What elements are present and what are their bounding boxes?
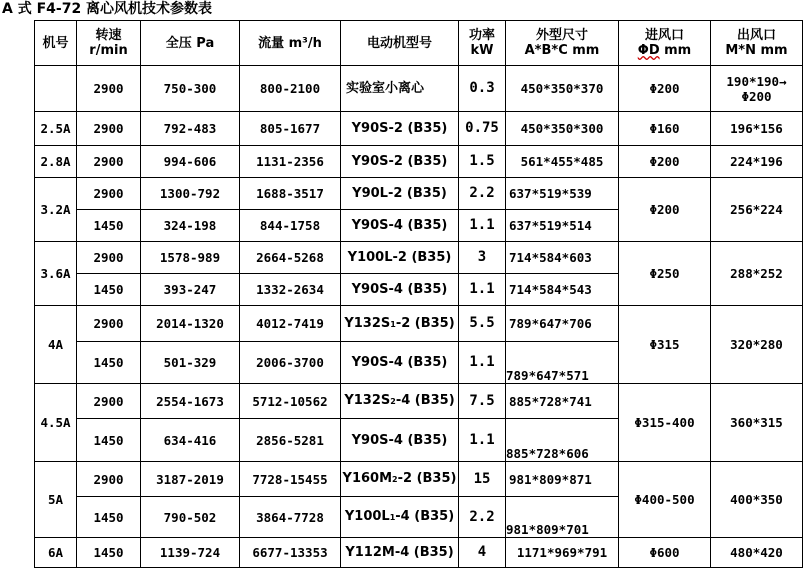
- cell-model: 2.5A: [35, 112, 77, 146]
- cell-inlet: Φ400-500: [619, 462, 711, 538]
- cell-dims: 450*350*370: [506, 66, 619, 112]
- cell-motor: Y90S-2 (B35): [341, 146, 459, 178]
- cell-model: 6A: [35, 538, 77, 568]
- cell-flow: 5712-10562: [240, 384, 341, 419]
- cell-pressure: 324-198: [141, 210, 240, 242]
- cell-inlet: Φ315: [619, 306, 711, 384]
- cell-power: 0.3: [459, 66, 506, 112]
- cell-dims: 981*809*871: [506, 462, 619, 497]
- cell-outlet: 320*280: [711, 306, 803, 384]
- table-row: [35, 178, 803, 210]
- header-speed: 转速 r/min: [77, 21, 141, 66]
- cell-flow: 2006-3700: [240, 342, 341, 384]
- cell-pressure: 792-483: [141, 112, 240, 146]
- cell-pressure: 994-606: [141, 146, 240, 178]
- cell-outlet: 190*190→ Φ200: [711, 66, 803, 112]
- cell-speed: 2900: [77, 384, 141, 419]
- cell-motor: Y90S-2 (B35): [341, 112, 459, 146]
- cell-flow: 805-1677: [240, 112, 341, 146]
- cell-speed: 2900: [77, 242, 141, 274]
- cell-dims: 789*647*571: [506, 342, 619, 384]
- cell-power: 4: [459, 538, 506, 568]
- cell-outlet: 196*156: [711, 112, 803, 146]
- cell-speed: 1450: [77, 210, 141, 242]
- cell-flow: 844-1758: [240, 210, 341, 242]
- cell-model: 3.6A: [35, 242, 77, 306]
- header-power: 功率 kW: [459, 21, 506, 66]
- cell-inlet: Φ200: [619, 178, 711, 242]
- cell-power: 1.1: [459, 210, 506, 242]
- cell-flow: 2664-5268: [240, 242, 341, 274]
- header-model-no: 机号: [35, 21, 77, 66]
- cell-power: 1.1: [459, 342, 506, 384]
- cell-power: 15: [459, 462, 506, 497]
- header-outlet: 出风口 M*N mm: [711, 21, 803, 66]
- cell-outlet: 288*252: [711, 242, 803, 306]
- cell-dims: 714*584*543: [506, 274, 619, 306]
- cell-inlet: Φ600: [619, 538, 711, 568]
- cell-dims: 561*455*485: [506, 146, 619, 178]
- cell-dims: 637*519*539: [506, 178, 619, 210]
- cell-outlet: 360*315: [711, 384, 803, 462]
- cell-flow: 2856-5281: [240, 419, 341, 462]
- cell-speed: 2900: [77, 146, 141, 178]
- cell-model: 4.5A: [35, 384, 77, 462]
- cell-pressure: 393-247: [141, 274, 240, 306]
- cell-speed: 2900: [77, 112, 141, 146]
- cell-model: 5A: [35, 462, 77, 538]
- cell-motor: Y100L1-4 (B35): [341, 497, 459, 538]
- table-row: [35, 146, 803, 178]
- cell-model: [35, 66, 77, 112]
- cell-power: 1.1: [459, 419, 506, 462]
- cell-model: 4A: [35, 306, 77, 384]
- cell-outlet: 224*196: [711, 146, 803, 178]
- header-pressure: 全压 Pa: [141, 21, 240, 66]
- cell-pressure: 2014-1320: [141, 306, 240, 342]
- cell-motor: 实验室小离心: [341, 66, 459, 112]
- cell-inlet: Φ200: [619, 66, 711, 112]
- cell-pressure: 501-329: [141, 342, 240, 384]
- cell-outlet: 480*420: [711, 538, 803, 568]
- cell-pressure: 1139-724: [141, 538, 240, 568]
- cell-pressure: 634-416: [141, 419, 240, 462]
- cell-speed: 1450: [77, 419, 141, 462]
- cell-flow: 7728-15455: [240, 462, 341, 497]
- cell-inlet: Φ200: [619, 146, 711, 178]
- table-row: [35, 306, 803, 342]
- table-row: [35, 538, 803, 568]
- cell-flow: 4012-7419: [240, 306, 341, 342]
- cell-speed: 2900: [77, 462, 141, 497]
- cell-flow: 6677-13353: [240, 538, 341, 568]
- cell-pressure: 750-300: [141, 66, 240, 112]
- cell-power: 2.2: [459, 497, 506, 538]
- cell-model: 3.2A: [35, 178, 77, 242]
- cell-power: 5.5: [459, 306, 506, 342]
- cell-flow: 1131-2356: [240, 146, 341, 178]
- cell-power: 3: [459, 242, 506, 274]
- cell-power: 0.75: [459, 112, 506, 146]
- cell-pressure: 1578-989: [141, 242, 240, 274]
- cell-speed: 1450: [77, 497, 141, 538]
- cell-pressure: 2554-1673: [141, 384, 240, 419]
- cell-speed: 1450: [77, 538, 141, 568]
- cell-speed: 2900: [77, 66, 141, 112]
- cell-inlet: Φ250: [619, 242, 711, 306]
- header-row: [35, 21, 803, 66]
- fan-parameters-table: [34, 20, 803, 568]
- header-inlet: 进风口 ΦD mm: [619, 21, 711, 66]
- cell-motor: Y90S-4 (B35): [341, 419, 459, 462]
- cell-motor: Y90S-4 (B35): [341, 210, 459, 242]
- cell-pressure: 3187-2019: [141, 462, 240, 497]
- table-row: [35, 66, 803, 112]
- cell-speed: 1450: [77, 274, 141, 306]
- cell-outlet: 256*224: [711, 178, 803, 242]
- cell-speed: 1450: [77, 342, 141, 384]
- cell-flow: 1688-3517: [240, 178, 341, 210]
- cell-pressure: 1300-792: [141, 178, 240, 210]
- cell-motor: Y112M-4 (B35): [341, 538, 459, 568]
- cell-dims: 637*519*514: [506, 210, 619, 242]
- cell-motor: Y90S-4 (B35): [341, 274, 459, 306]
- cell-inlet: Φ160: [619, 112, 711, 146]
- cell-dims: 1171*969*791: [506, 538, 619, 568]
- cell-speed: 2900: [77, 306, 141, 342]
- cell-inlet: Φ315-400: [619, 384, 711, 462]
- cell-dims: 789*647*706: [506, 306, 619, 342]
- header-dims: 外型尺寸 A*B*C mm: [506, 21, 619, 66]
- cell-speed: 2900: [77, 178, 141, 210]
- cell-model: 2.8A: [35, 146, 77, 178]
- table-row: [35, 242, 803, 274]
- cell-flow: 1332-2634: [240, 274, 341, 306]
- cell-dims: 981*809*701: [506, 497, 619, 538]
- cell-flow: 800-2100: [240, 66, 341, 112]
- cell-pressure: 790-502: [141, 497, 240, 538]
- cell-motor: Y160M2-2 (B35): [341, 462, 459, 497]
- cell-power: 2.2: [459, 178, 506, 210]
- table-row: [35, 462, 803, 497]
- cell-dims: 885*728*741: [506, 384, 619, 419]
- cell-flow: 3864-7728: [240, 497, 341, 538]
- page-title: A 式 F4-72 离心风机技术参数表: [2, 1, 213, 17]
- cell-dims: 714*584*603: [506, 242, 619, 274]
- table-row: [35, 112, 803, 146]
- table-row: [35, 384, 803, 419]
- cell-motor: Y90S-4 (B35): [341, 342, 459, 384]
- cell-motor: Y132S1-2 (B35): [341, 306, 459, 342]
- cell-outlet: 400*350: [711, 462, 803, 538]
- cell-motor: Y132S2-4 (B35): [341, 384, 459, 419]
- header-flow: 流量 m³/h: [240, 21, 341, 66]
- cell-power: 7.5: [459, 384, 506, 419]
- header-motor: 电动机型号: [341, 21, 459, 66]
- cell-motor: Y100L-2 (B35): [341, 242, 459, 274]
- cell-power: 1.1: [459, 274, 506, 306]
- cell-dims: 450*350*300: [506, 112, 619, 146]
- cell-motor: Y90L-2 (B35): [341, 178, 459, 210]
- cell-power: 1.5: [459, 146, 506, 178]
- cell-dims: 885*728*606: [506, 419, 619, 462]
